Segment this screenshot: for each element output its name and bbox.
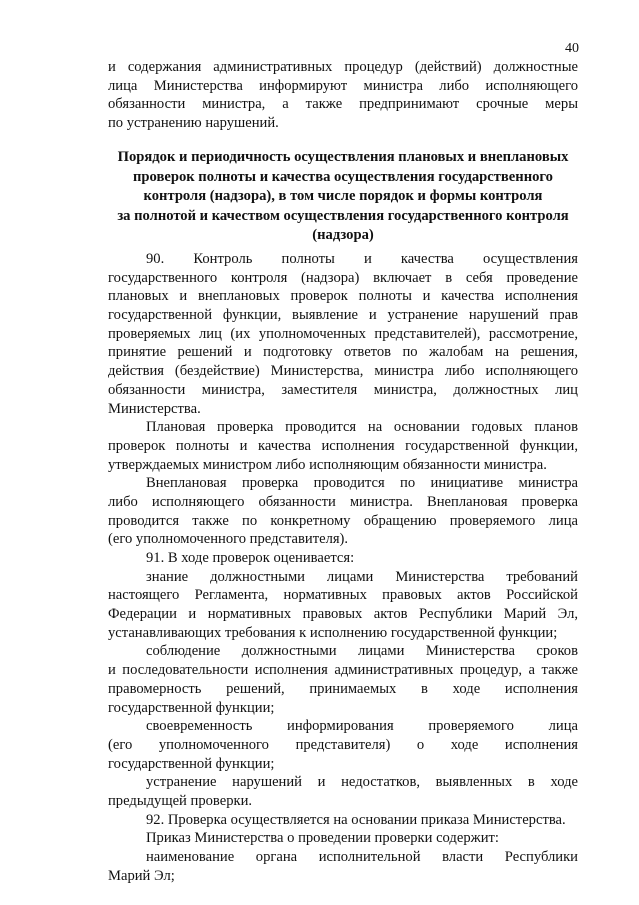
body-line: (его уполномоченного представителя) о ходе исполнения (108, 736, 578, 753)
heading-line: проверок полноты и качества осуществления государственного (133, 168, 553, 185)
body-line: Федерации и нормативных правовых актов Республики Марий Эл, (108, 606, 578, 623)
body-line: Марий Эл; (108, 867, 175, 884)
heading-line: (надзора) (312, 227, 374, 244)
section-heading (100, 148, 586, 246)
body-line: утверждаемых министром либо исполняющим обязанности министра. (108, 456, 547, 473)
intro-line: обязанности министра, а также предпринимают срочные меры (108, 96, 578, 113)
intro-line: и содержания административных процедур (действий) должностные (108, 59, 578, 75)
body-line: либо исполняющего обязанности министра. Внеплановая проверка (108, 493, 578, 510)
body-line: Министерства. (108, 400, 201, 417)
body-line: плановых и внеплановых проверок полноты и качества исполнения (108, 288, 578, 305)
intro-paragraph (108, 58, 578, 133)
body-line: предыдущей проверки. (108, 792, 253, 809)
body-line: Приказ Министерства о проведении проверки содержит: (146, 830, 499, 847)
body-line: правомерность решений, принимаемых в ходе исполнения (108, 680, 578, 697)
intro-line: по устранению нарушений. (108, 115, 279, 132)
body-line: Внеплановая проверка проводится по инициативе министра (146, 475, 578, 492)
body-line: государственной функции; (108, 755, 275, 772)
body-line: Плановая проверка проводится на основании годовых планов (146, 419, 578, 436)
body-line: 92. Проверка осуществляется на основании приказа Министерства. (146, 811, 566, 828)
body-line: государственной функции, выявление и устранение нарушений прав (108, 307, 578, 324)
intro-line: лица Министерства информируют министра либо исполняющего (108, 77, 578, 94)
body-line: проводится также по конкретному обращению проверяемого лица (108, 512, 578, 529)
page-number: 40 (565, 41, 579, 56)
body-line: государственного контроля (надзора) включает в себя проведение (108, 269, 578, 286)
body-line: обязанности министра, заместителя министра, должностных лиц (108, 381, 578, 398)
heading-line: контроля (надзора), в том числе порядок и формы контроля (143, 188, 543, 205)
body-text (108, 250, 578, 885)
body-line: соблюдение должностными лицами Министерства сроков (146, 643, 578, 660)
body-line: принятие решений и подготовку ответов по жалобам на решения, (108, 344, 578, 361)
body-line: настоящего Регламента, нормативных правовых актов Российской (108, 587, 578, 604)
body-line: знание должностными лицами Министерства требований (146, 568, 578, 585)
body-line: (его уполномоченного представителя). (108, 531, 349, 548)
heading-line: Порядок и периодичность осуществления плановых и внеплановых (117, 149, 569, 165)
body-line: проверок полноты и качества исполнения государственной функции, (108, 437, 578, 454)
body-line: своевременность информирования проверяемого лица (146, 718, 578, 735)
body-line: действия (бездействие) Министерства, министра либо исполняющего (108, 363, 578, 380)
body-line: и последовательности исполнения административных процедур, а также (108, 662, 578, 679)
body-line: наименование органа исполнительной власти Республики (146, 849, 578, 865)
body-line: проверяемых лиц (их уполномоченных представителей), рассмотрение, (108, 325, 578, 342)
body-line: устанавливающих требования к исполнению государственной функции; (108, 624, 558, 641)
body-line: устранение нарушений и недостатков, выявленных в ходе (146, 774, 578, 791)
heading-line: за полнотой и качеством осуществления государственного контроля (117, 207, 569, 224)
body-line: 90. Контроль полноты и качества осуществления (146, 251, 578, 267)
body-line: 91. В ходе проверок оценивается: (146, 550, 355, 566)
body-line: государственной функции; (108, 699, 275, 716)
